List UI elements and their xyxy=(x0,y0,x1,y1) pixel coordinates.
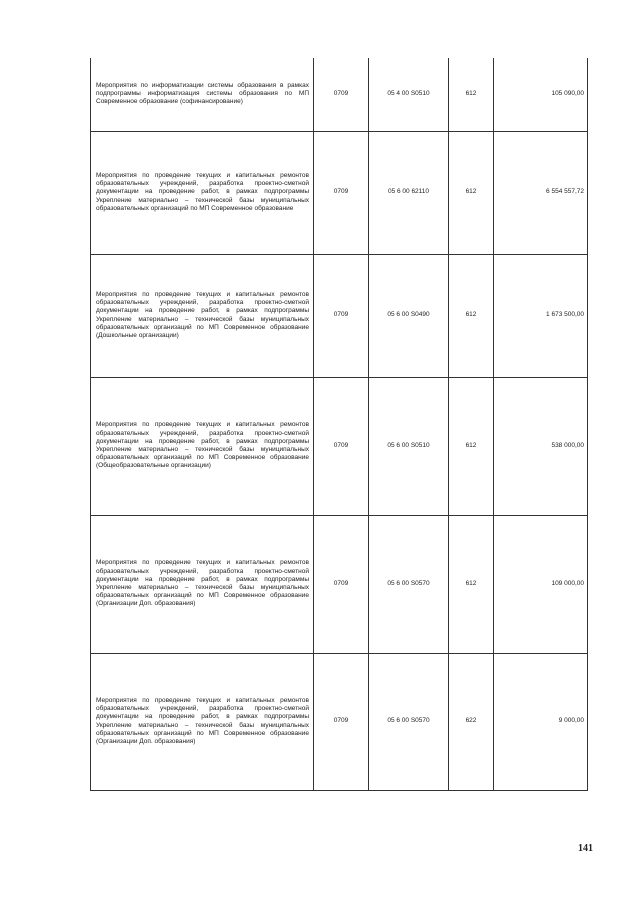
amount-value: 6 554 557,72 xyxy=(494,131,588,254)
table-row xyxy=(91,515,588,653)
expense-type-code: 612 xyxy=(449,515,494,653)
section-code: 0709 xyxy=(314,58,369,131)
expense-type-code: 612 xyxy=(449,254,494,377)
row-description: Мероприятия по проведение текущих и капитальных ремонтов образовательных учреждений, разработка проектно-сметной документации на проведение работ, в рамках подпрограммы Укрепление материально – технической базы муниципальных образовательных организаций по МП Современное образование (Дошкольные организации) xyxy=(91,254,314,377)
section-code: 0709 xyxy=(314,515,369,653)
table-row xyxy=(91,254,588,377)
table-row xyxy=(91,131,588,254)
table-row xyxy=(91,653,588,790)
expense-type-code: 622 xyxy=(449,653,494,790)
target-article-code: 05 6 00 S0510 xyxy=(369,377,449,515)
row-description: Мероприятия по проведение текущих и капитальных ремонтов образовательных учреждений, разработка проектно-сметной документации на проведение работ, в рамках подпрограммы Укрепление материально – технической базы муниципальных образовательных организаций по МП Современное образование (Организации Доп. образования) xyxy=(91,515,314,653)
page-number: 141 xyxy=(578,843,593,854)
expense-type-code: 612 xyxy=(449,131,494,254)
amount-value: 109 000,00 xyxy=(494,515,588,653)
target-article-code: 05 6 00 S0490 xyxy=(369,254,449,377)
section-code: 0709 xyxy=(314,377,369,515)
section-code: 0709 xyxy=(314,131,369,254)
row-description: Мероприятия по проведение текущих и капитальных ремонтов образовательных учреждений, разработка проектно-сметной документации на проведение работ, в рамках подпрограммы Укрепление материально – технической базы муниципальных образовательных организаций по МП Современное образование (Организации Доп. образования) xyxy=(91,653,314,790)
table-row xyxy=(91,58,588,131)
target-article-code: 05 6 00 S0570 xyxy=(369,515,449,653)
expense-type-code: 612 xyxy=(449,58,494,131)
expense-type-code: 612 xyxy=(449,377,494,515)
section-code: 0709 xyxy=(314,254,369,377)
amount-value: 538 000,00 xyxy=(494,377,588,515)
row-description: Мероприятия по информатизации системы образования в рамках подпрограммы информатизация системы образования по МП Современное образование (софинансирование) xyxy=(91,58,314,131)
budget-table xyxy=(90,58,588,791)
amount-value: 9 000,00 xyxy=(494,653,588,790)
target-article-code: 05 6 00 S0570 xyxy=(369,653,449,790)
amount-value: 1 673 500,00 xyxy=(494,254,588,377)
amount-value: 105 090,00 xyxy=(494,58,588,131)
row-description: Мероприятия по проведение текущих и капитальных ремонтов образовательных учреждений, разработка проектно-сметной документации на проведение работ, в рамках подпрограммы Укрепление материально – технической базы муниципальных образовательных организаций по МП Современное образование (Общеобразовательные организации) xyxy=(91,377,314,515)
row-description: Мероприятия по проведение текущих и капитальных ремонтов образовательных учреждений, разработка проектно-сметной документации на проведение работ, в рамках подпрограммы Укрепление материально – технической базы муниципальных образовательных организаций по МП Современное образование xyxy=(91,131,314,254)
table-row xyxy=(91,377,588,515)
section-code: 0709 xyxy=(314,653,369,790)
target-article-code: 05 6 00 62110 xyxy=(369,131,449,254)
target-article-code: 05 4 00 S0510 xyxy=(369,58,449,131)
